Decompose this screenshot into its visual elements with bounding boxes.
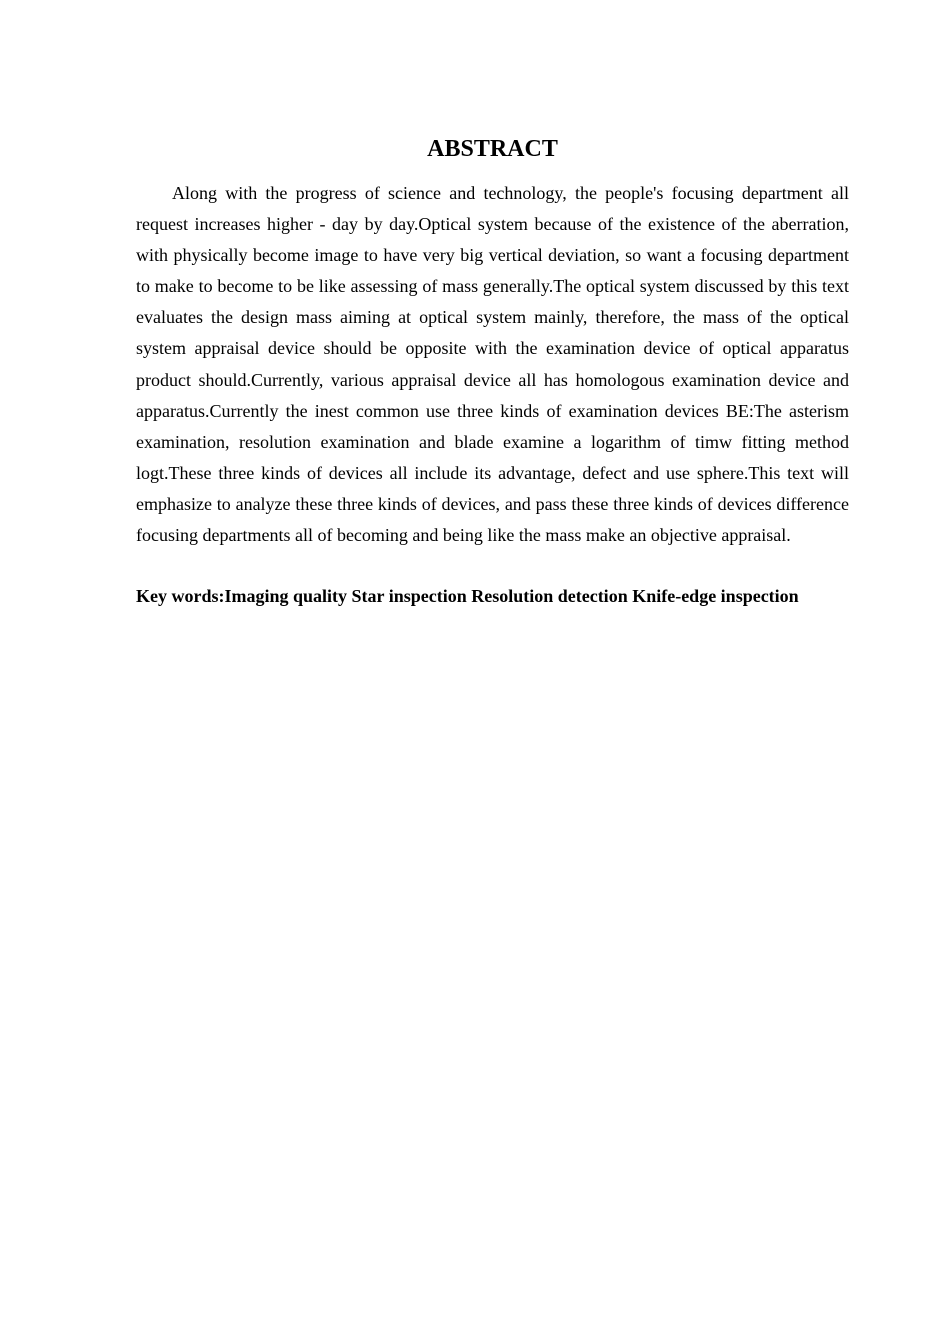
abstract-section bbox=[136, 132, 849, 612]
keywords-label: Key words: bbox=[136, 586, 225, 607]
abstract-title: ABSTRACT bbox=[427, 136, 558, 162]
keywords-line bbox=[136, 581, 849, 612]
keywords-list: Imaging quality Star inspection Resolution detection Knife-edge inspection bbox=[224, 586, 799, 607]
abstract-paragraph: Along with the progress of science and technology, the people's focusing department all request increases higher - day by day.Optical system because of the existence of the aberration, with physically become image to have very big vertical deviation, so want a focusing department to make to become to be like assessing of mass generally.The optical system discussed by this text evaluates the design mass aiming at optical system mainly, therefore, the mass of the optical system appraisal device should be opposite with the examination device of optical apparatus product should.Currently, various appraisal device all has homologous examination device and apparatus.Currently the inest common use three kinds of examination devices BE:The asterism examination, resolution examination and blade examine a logarithm of timw fitting method logt.These three kinds of devices all include its advantage, defect and use sphere.This text will emphasize to analyze these three kinds of devices, and pass these three kinds of devices difference focusing departments all of becoming and being like the mass make an objective appraisal. bbox=[136, 183, 849, 546]
